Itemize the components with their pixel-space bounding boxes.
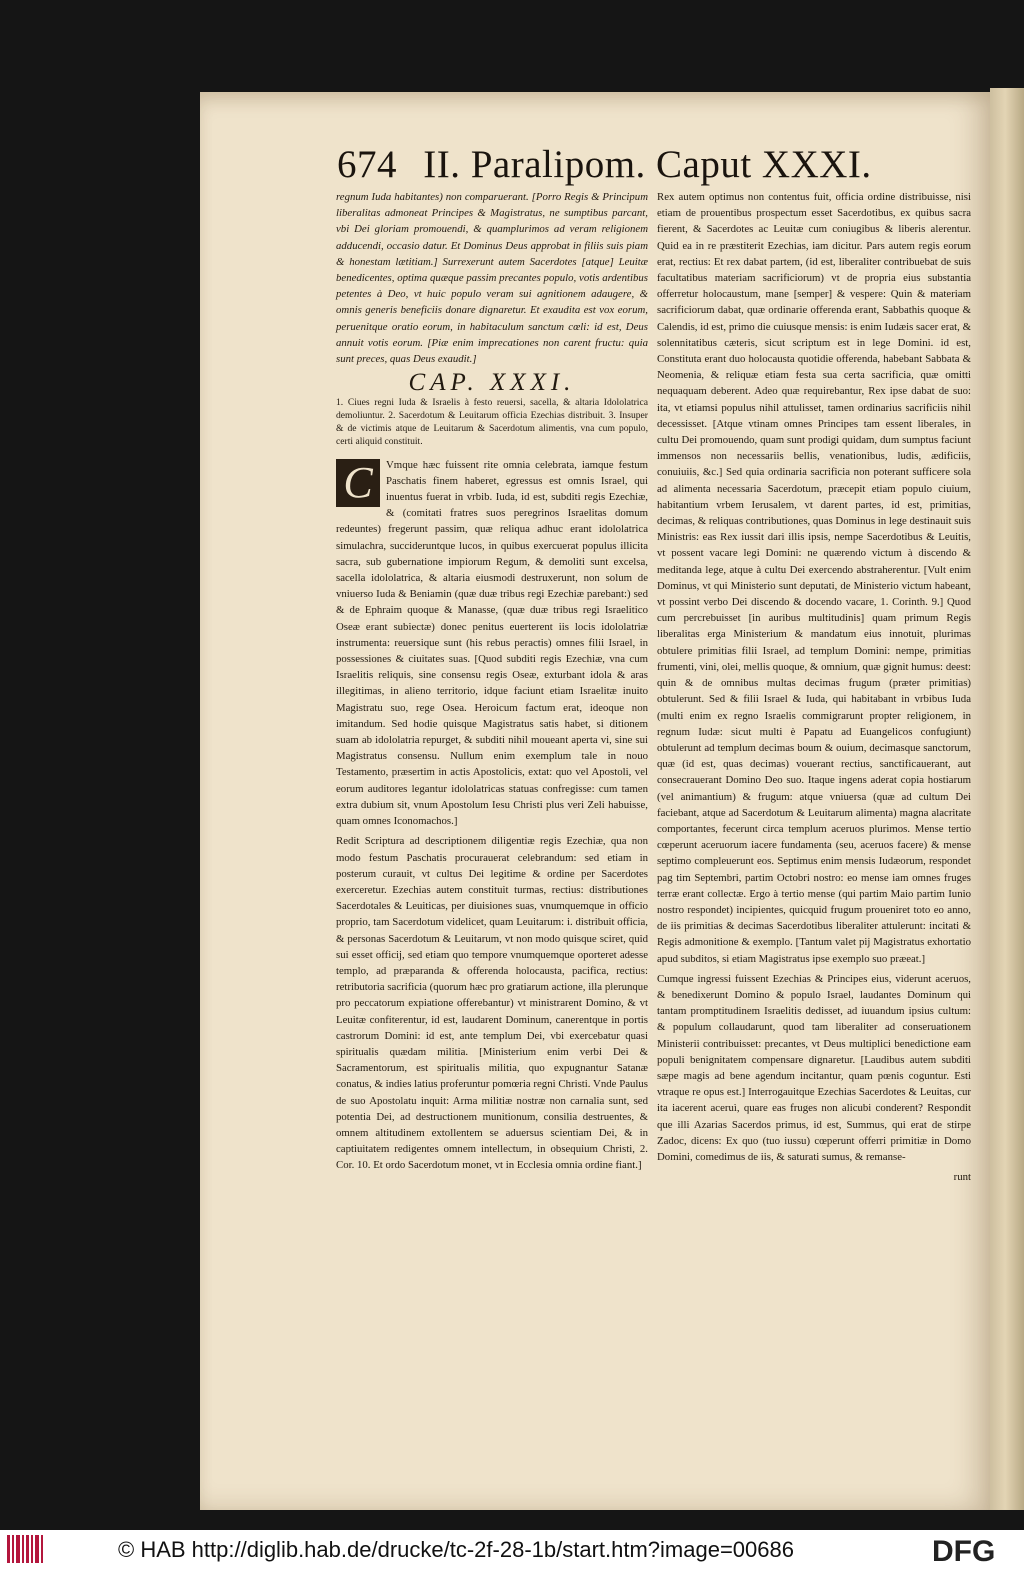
svg-text:DFG: DFG [932,1535,996,1565]
decorated-initial: C [336,459,380,507]
left-paragraph-3: Redit Scriptura ad descriptionem diligentiæ regis Ezechiæ, qua non modo festum Paschatis procurauerat celebrandum: sed etiam in posterum curauit, vt cultus Dei legitime & ordine per Sacerdotes exerceretur. Ezechias autem constituit turmas, rectius: distributiones Sacerdotales & Leuiticas, per diuisiones suas, vnumquemque in officio proprio, tam Sacerdotum videlicet, quam Leuitarum: i. distribuit officia, & personas Sacerdotum & Leuitarum, vt non modo quisque sciret, quid sui esset officij, sed etiam quo tempore vnumquemque oporteret adesse templo, ad præparanda & offerenda holocausta, pacifica, rectius: retributoria sacrificia (quorum hæc pro gratiarum actione, illa plerunque pro peccatorum expiatione offerebantur) vt ministrarent Domino, & vt Leuitæ confiterentur, id est, laudarent Dominum, canerentque in portis castrorum Domini: id est, ante templum Dei, vbi exercebatur quasi spiritualis quædam militia. [Ministerium enim verbi Dei & Sacramentorum, est spiritualis militia, quo expugnantur Satanæ conatus, & indies latius proferuntur pomœria regni Christi. Vnde Paulus de suo Apostolatu inquit: Arma militiæ nostræ non carnalia sunt, sed potentia Dei, ad destructionem munitionum, consilia destruentes, & omnem altitudinem extollentem se aduersus scientiam Dei, & in captiuitatem redigentes omnem intellectum, in obsequium Christi, 2. Cor. 10. Et ordo Sacerdotum monet, vt in Ecclesia omnia ordine fiant.] [336,835,648,1172]
left-column [336,189,648,1178]
copyright-link[interactable]: © HAB http://diglib.hab.de/drucke/tc-2f-28-1b/start.htm?image=00686 [118,1537,794,1562]
page-number: 674 [337,143,397,186]
catchword: runt [953,1171,971,1184]
left-paragraph-1: regnum Iuda habitantes) non comparuerant. [Porro Regis & Principum liberalitas admoneat Principes & Magistratus, ne sumptibus parcant, vbi Dei gloriam promouendi, & quamplurimos ad veram religionem adducendi, occasio datur. Et Dominus Deus approbat in filiis suis piam & honestam lætitiam.] Surrexerunt autem Sacerdotes [atque] Leuitæ benedicentes, optima quæque passim precantes populo, votis ardentibus petentes à Deo, vt huic populo veram sui agnitionem adaugere, & omnis generis beneficiis donare dignaretur. Et exaudita est vox eorum, peruenitque oratio eorum, in habitaculum sanctum cœli: id est, Deus annuit votis eorum. [Piæ enim imprecationes non carent fructu: quia sunt preces, quas Deus exaudit.] [336,191,648,366]
dfg-logo [930,1533,1018,1565]
right-column [657,189,971,1185]
left-paragraph-2-text: Vmque hæc fuissent rite omnia celebrata, iamque festum Paschatis finem haberet, egressus est omnis Israel, qui inuentus fuerat in vrbib. Iuda, id est, subditi regis Ezechiæ, & (comitati fratres suos peregrinos Israelitas domum redeuntes) fregerunt passim, quæ reliqua adhuc erant idololatrica simulachra, succideruntque lucos, in quibus exercuerat populus illicita sacra, sub gubernatione impiorum Regum, & demoliti sunt excelsa, sacella idololatrica, & altaria eiusmodi destruxerunt, non solum de vniuerso Iuda & Beniamin (quæ duæ tribus regi Ezechiæ parebant:) sed & de Ephraim quoque & Manasse, (quæ duæ tribus regi Israelitico Oseæ erant subiectæ) donec penitus euerterent iis locis idololatriæ instrumenta: reuersique sunt (his rebus peractis) omnes filii Israel, in possessiones & ciuitates suas. [Quod subditi regis Ezechiæ, vna cum Israelitis reliquis, sine consensu regis Oseæ, exturbant idola & aras illegitimas, in alieno territorio, idque faciunt etiam Israelitæ inuito Magistratu suo, rege Osea. Heroicum factum erat, ideoque non imitandum. Sed hodie quisque Magistratus satis habet, si ditionem suam ab idololatria repurget, & subditi nihil moueant aperta vi, sine sui Magistratus consensu. Nullum enim exemplum tale in nouo Testamento, præsertim in actis Apostolicis, extat: quo vel Apostoli, vel eorum auditores legantur idololatricas statuas confregisse: cum tamen extra dubium sit, vnum Apostolum Iesu Christi plus veri Zeli habuisse, quam omnes Iconomachos.] [336,458,648,828]
book-page [200,92,990,1510]
left-paragraph-2 [336,457,648,830]
right-paragraph-1: Rex autem optimus non contentus fuit, officia ordine distribuisse, nisi etiam de prouentibus prospectum esset Sacerdotibus, ex quibus sacra fierent, & Sacerdotes ac Leuitæ cum coniugibus & liberis alerentur. Quid ea in re præstiterit Ezechias, iam dicitur. Pars autem regis eorum erat, rectius: Et rex dabat partem, (id est, liberaliter contribuebat de suis facultatibus materiam sacrificiorum) vt de propria eius substantia offerretur holocaustum, mane [semper] & vespere: Quin & materiam sacrificiorum dabat, quæ ordinarie offerenda erant, Sabbathis quoque & Calendis, id est, primo die cuiusque mensis: is enim Iudæis sacer erat, & solennitatibus cæteris, sicut scriptum est in lege Domini. id est, Constituta erant duo holocausta quotidie offerenda, habebant Sabbata & Neomenia, & reliquæ etiam festa sua certa sacrificia, quæ omitti nequaquam deberent. Adeo quæ requirebantur, Rex ipse dabat de suo: ita, vt etiamsi populus nihil attulisset, tamen ordinarius sacrificiis nihil decessisset. [Atque vtinam omnes Principes tam essent liberales, in cultu Dei promouendo, quam sunt prodigi quidam, dum sumptus faciunt immensos non necessariis bellis, venationibus, ludis, ædificiis, conuiuiis, &c.] Sed quia ordinaria sacrificia non poterant sufficere sola ad alimenta necessaria Sacerdotum, præcepit etiam populo ciuium, habitantium vrbem Ierusalem, vt darent partes, id est, primitias, decimas, & reliquas contributiones, quas Dominus in lege destinauit suis Ministris: eas Rex iussit dari illis ipsis, nempe Sacerdotibus & Leuitis, vt possent vacare legi Domini: ne quærendo victum à discendo & meditanda lege, atque à cultu Dei exercendo abstraherentur. [Vult enim Dominus, vt qui Ministerio sunt deputati, de Ministerio victum habeant, vt possint verbo Dei discendo & docendo vacare, 1. Corinth. 9.] Quod cum percrebuisset [in auribus multitudinis] quam primum Regis liberalitas erga Ministerium & mandatum eius innotuit, plurimas obtulere primitias filii Israel, ad templum Domini: nempe, primitias frumenti, vini, olei, mellis quoque, & omnium, quæ gignit humus: deest: quin & de omnibus multas decimas frugum (præter primitias) obtulerunt. Sed & filii Israel & Iuda, qui habitabant in vrbibus Iuda (multi enim ex regno Israelis commigrarunt propter religionem, in regnum Iudæ: sicut multi è Papatu ad Euangelicos confugiunt) obtulerunt ad templum decimas boum & ouium, decimasque sanctorum, quæ (id est, quas decimas) vouerant rectius, sanctificauerant, aut consecrauerant Domino Deo suo. Itaque ingens aderat copia hostiarum (vel animantium) & frugum: atque vniuersa (quæ ad cultum Dei faciebant, atque ad Sacerdotum & Leuitarum alimenta) magna alacritate comportantes, fecerunt circa templum aceruos plurimos. Mense tertio cœperunt aceruorum iacere fundamenta (seu, aceruos facere) & mense septimo compleuerunt eos. Septimus enim mensis Iudæorum, respondet pag tim Septembri, partim Octobri nostro: eo mense iam omnes fruges terræ erant collectæ. Ergo à tertio mense (qui partim Maio partim Iunio nostro respondet) incipientes, quicquid frugum proueniret toto eo anno, de iis primitias & decimas Sacerdotibus liberaliter attulerunt: incitati & Regis admonitione & exemplo. [Tantum valet pij Magistratus exhortatio apud subditos, si etiam Magistratus ipse exemplo suo præeat.] [657,191,971,965]
right-paragraph-2: Cumque ingressi fuissent Ezechias & Principes eius, viderunt aceruos, & benedixerunt Domino & populo Israel, laudantes Dominum qui tantam promptitudinem Israelitis dedisset, ad iuuandum ipsius cultum: & populum collaudarunt, quod tam liberaliter ad conseruationem Ministerii contribuisset: precantes, vt Deus multiplici benedictione eam populi benignitatem compensare dignaretur. [Laudibus autem subditi sæpe magis ad bene agendum incitantur, quam pœnis coguntur. Esti vtraque re opus est.] Interrogauitque Ezechias Sacerdotes & Leuitas, cur ita iacerent aceruì, quare eas fruges non alicubi conderent? Respondit que illi Azarias Sacerdos primus, id est, Summus, qui erat de stirpe Zadoc, dicens: Ex quo (tuo iussu) cœperunt offerri primitiæ in Domo Domini, comedimus de iis, & saturati sumus, & remanse- [657,972,971,1163]
running-title: II. Paralipom. Caput XXXI. [423,143,872,186]
chapter-summary: 1. Ciues regni Iuda & Israelis à festo reuersi, sacella, & altaria Idololatrica demoliuntur. 2. Sacerdotum & Leuitarum officia Ezechias distribuit. 3. Insuper & de victimis atque de Leuitarum & Sacerdotum alimentis, vna cum populo, certi aliquid constituit. [336,397,648,447]
library-barcode-icon [6,1533,44,1565]
page-header [337,142,872,186]
adjacent-page-edge [990,88,1024,1510]
chapter-title: CAP. XXXI. [408,369,576,397]
footer-bar [0,1530,1024,1570]
